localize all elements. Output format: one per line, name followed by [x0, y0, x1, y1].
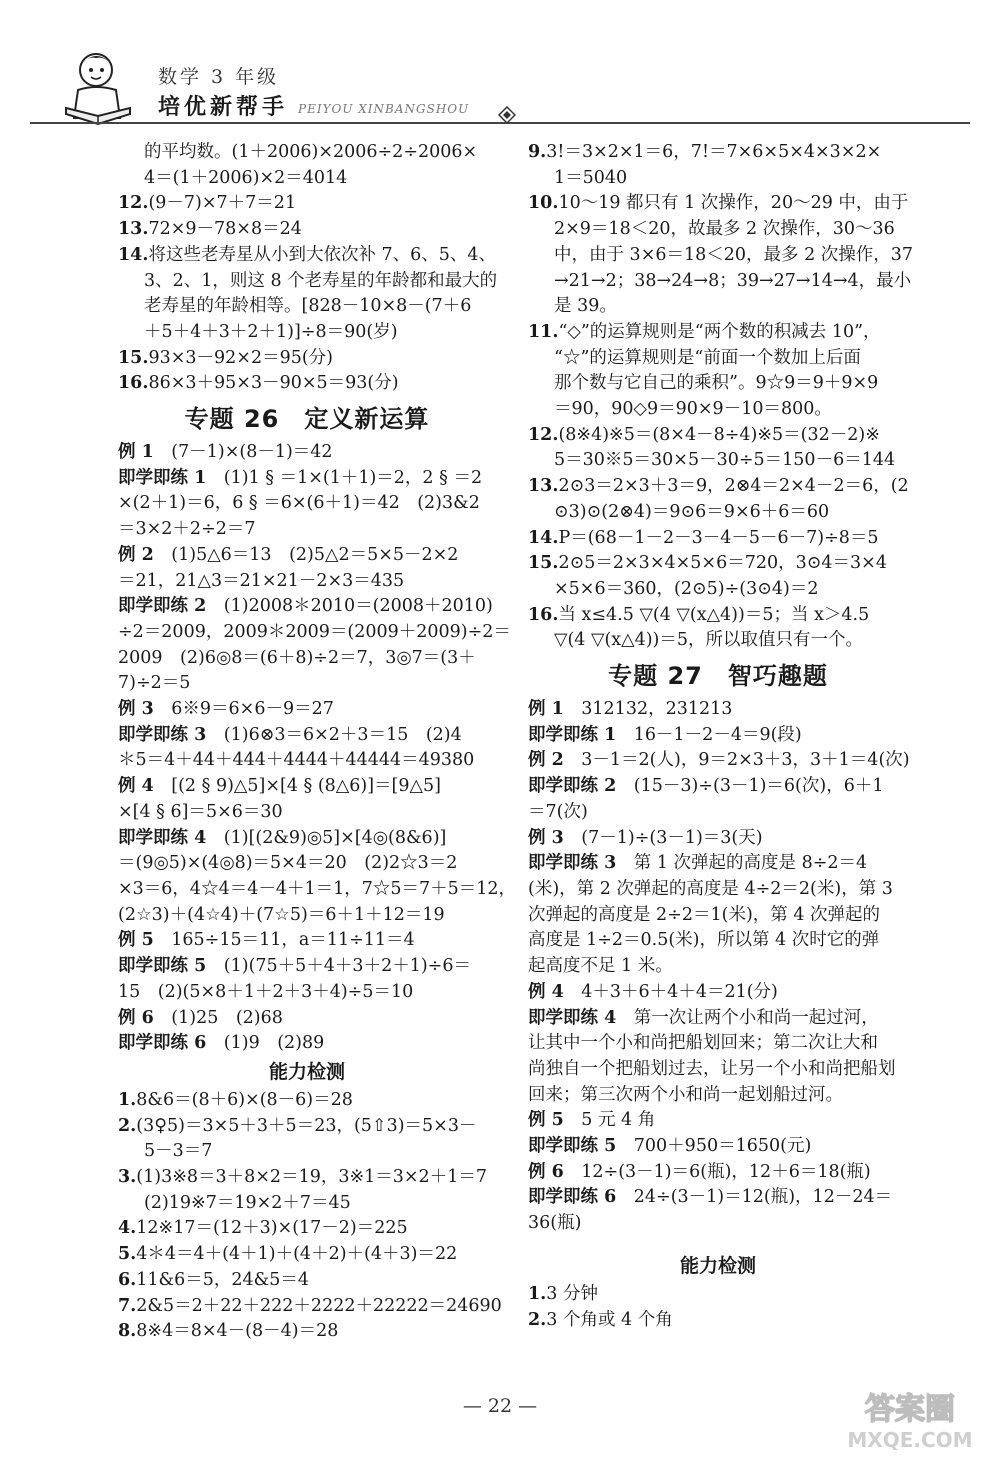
text-line: 次弹起的高度是 2÷2＝1(米)，第 4 次弹起的 [528, 904, 881, 925]
practice-item: 即学即练 6 (1)9 (2)89 [118, 1033, 325, 1054]
text-line: 是 39。 [554, 296, 617, 317]
text-line: 高度是 1÷2＝0.5(米)，所以第 4 次时它的弹 [528, 930, 880, 951]
example-item: 例 4 4＋3＋6＋4＋4＝21(分) [528, 981, 778, 1002]
text-line: ×3＝6，4☆4＝4－4＋1＝1，7☆5＝7＋5＝12， [118, 878, 517, 899]
practice-item: 即学即练 4 第一次让两个小和尚一起过河， [528, 1007, 879, 1028]
practice-item: 即学即练 4 (1)[(2&9)◎5]×[4◎(8&6)] [118, 827, 447, 848]
answer-item: 15.2⊙5＝2×3×4×5×6＝720，3⊙4＝3×4 [528, 553, 887, 574]
practice-item: 即学即练 3 第 1 次弹起的高度是 8÷2＝4 [528, 853, 868, 874]
answer-item: 14.将这些老寿星从小到大依次补 7、6、5、4、 [118, 244, 497, 265]
answer-item: 13.2⊙3＝2×3＋3＝9，2⊗4＝2×4－2＝6，(2 [528, 476, 909, 497]
text-line: 1＝5040 [554, 167, 628, 188]
example-item: 例 1 (7－1)×(8－1)＝42 [118, 442, 333, 463]
example-item: 例 3 (7－1)÷(3－1)＝3(天) [528, 827, 763, 848]
text-line: “☆”的运算规则是“前面一个数加上后面 [554, 347, 861, 368]
text-line: 让其中一个小和尚把船划回来；第二次让大和 [528, 1033, 878, 1054]
example-item: 例 2 (1)5△6＝13 (2)5△2＝5×5－2×2 [118, 544, 459, 565]
text-line: ⊙3)⊙(2⊗4)＝9⊙6＝9×6＋6＝60 [554, 501, 830, 522]
text-line: ＊5＝4＋44＋444＋4444＋44444＝49380 [118, 750, 475, 771]
brand-pinyin: PEIYOU XINBANGSHOU [298, 102, 470, 116]
text-line: 36(瓶) [528, 1213, 582, 1234]
text-line: ＋5＋4＋3＋2＋1)]÷8＝90(岁) [144, 321, 398, 342]
answer-item: 6.11&6＝5，24&5＝4 [118, 1269, 310, 1290]
text-line: ÷2＝2009，2009＊2009＝(2009＋2009)÷2＝ [118, 621, 511, 642]
text-line: 2×9＝18＜20，故最多 2 次操作，30～36 [554, 219, 895, 240]
practice-item: 即学即练 5 (1)(75＋5＋4＋3＋2＋1)÷6＝ [118, 956, 471, 977]
text-line: ＝7(次) [528, 801, 588, 822]
text-line: 尚独自一个把船划过去，让另一个小和尚把船划 [528, 1058, 896, 1079]
watermark-url: MXQE.COM [847, 1428, 973, 1452]
text-line: 老寿星的年龄相等。[828－10×8－(7＋6 [144, 296, 472, 317]
right-column [528, 140, 914, 1333]
answer-item: 5.4＊4＝4＋(4＋1)＋(4＋2)＋(4＋3)＝22 [118, 1244, 458, 1265]
subject-grade: 数学 3 年级 [158, 66, 280, 88]
text-line: ×[4 § 6]＝5×6＝30 [118, 801, 283, 822]
section-heading-27: 专题 27 智巧趣题 [608, 662, 828, 691]
text-line: ＝3×2＋2÷2＝7 [118, 519, 256, 540]
practice-item: 即学即练 2 (15－3)÷(3－1)＝6(次)，6＋1 [528, 776, 884, 797]
example-item: 例 5 5 元 4 角 [528, 1110, 656, 1131]
text-line: ×5×6＝360，(2⊙5)÷(3⊙4)＝2 [554, 578, 819, 599]
practice-item: 即学即练 1 16－1－2－4＝9(段) [528, 724, 802, 745]
answer-item: 12.(9－7)×7＋7＝21 [118, 193, 297, 214]
answer-item: 1.3 分钟 [528, 1283, 598, 1304]
answer-item: 7.2&5＝2＋22＋222＋2222＋22222＝24690 [118, 1295, 502, 1316]
text-line: 4＝(1＋2006)×2＝4014 [144, 167, 348, 188]
left-column [118, 140, 517, 1345]
practice-item: 即学即练 3 (1)6⊗3＝6×2＋3＝15 (2)4 [118, 724, 462, 745]
answer-item: 11.“◇”的运算规则是“两个数的积减去 10”， [528, 321, 881, 342]
example-item: 例 6 (1)25 (2)68 [118, 1007, 283, 1028]
answer-item: 13.72×9－78×8＝24 [118, 219, 302, 240]
answer-item: 1.8&6＝(8＋6)×(8－6)＝28 [118, 1089, 353, 1110]
answer-item: 16.当 x≤4.5 ▽(4 ▽(x△4))＝5；当 x＞4.5 [528, 604, 870, 625]
answer-item: 2.(3♀5)＝3×5＋3＋5＝23，(5⇧3)＝5×3－ [118, 1115, 477, 1136]
practice-item: 即学即练 1 (1)1 § ＝1×(1＋1)＝2，2 § ＝2 [118, 467, 483, 488]
watermark-logo [835, 1385, 985, 1455]
example-item: 例 3 6※9＝6×6－9＝27 [118, 699, 334, 720]
text-line: 3、2、1，则这 8 个老寿星的年龄都和最大的 [144, 270, 498, 291]
text-line: 5＝30※5＝30×5－30÷5＝150－6＝144 [554, 450, 896, 471]
text-line: (2)19※7＝19×2＋7＝45 [144, 1192, 351, 1213]
practice-item: 即学即练 6 24÷(3－1)＝12(瓶)，12－24＝ [528, 1187, 893, 1208]
text-line: 2009 (2)6◎8＝(6＋8)÷2＝7，3◎7＝(3＋ [118, 647, 476, 668]
text-line: 的平均数。(1＋2006)×2006÷2÷2006× [144, 142, 478, 162]
answer-item: 12.(8※4)※5＝(8×4－8÷4)※5＝(32－2)※ [528, 424, 880, 445]
text-line: 7)÷2＝5 [118, 673, 191, 694]
answer-item: 3.(1)3※8＝3＋8×2＝19，3※1＝3×2＋1＝7 [118, 1167, 487, 1188]
answer-item: 16.86×3＋95×3－90×5＝93(分) [118, 373, 399, 394]
answer-item: 10.10～19 都只有 1 次操作，20～29 中，由于 [528, 193, 909, 214]
example-item: 例 5 165÷15＝11，a＝11÷11＝4 [118, 930, 415, 951]
page-number: — 22 — [462, 1395, 538, 1417]
answer-item: 4.12※17＝(12＋3)×(17－2)＝225 [118, 1218, 408, 1239]
example-item: 例 2 3－1＝2(人)，9＝2×3＋3，3＋1＝4(次) [528, 750, 910, 771]
text-line: 中，由于 3×6＝18＜20，最多 2 次操作，37 [554, 244, 914, 265]
watermark-title: 答案圈 [865, 1392, 955, 1427]
text-line: 起高度不足 1 米。 [528, 956, 673, 977]
ability-test-heading: 能力检测 [679, 1254, 756, 1277]
answer-item: 9.3!＝3×2×1＝6，7!＝7×6×5×4×3×2× [528, 142, 882, 162]
page-header [30, 40, 970, 130]
text-line: →21→2；38→24→8；39→27→14→4，最小 [554, 270, 912, 291]
example-item: 例 1 312132，231213 [528, 699, 733, 720]
text-line: ＝(9◎5)×(4◎8)＝5×4＝20 (2)2☆3＝2 [118, 853, 458, 874]
text-line: 5－3＝7 [144, 1141, 213, 1162]
mascot-reader-icon [58, 46, 138, 130]
text-line: ×(2＋1)＝6，6 § ＝6×(6＋1)＝42 (2)3&2 [118, 493, 480, 514]
example-item: 例 4 [(2 § 9)△5]×[4 § (8△6)]＝[9△5] [118, 776, 441, 797]
text-line: (2☆3)＋(4☆4)＋(7☆5)＝6＋1＋12＝19 [118, 904, 445, 925]
text-line: 15 (2)(5×8＋1＋2＋3＋4)÷5＝10 [118, 981, 414, 1002]
text-line: ▽(4 ▽(x△4))＝5，所以取值只有一个。 [554, 630, 864, 651]
practice-item: 即学即练 5 700＋950＝1650(元) [528, 1136, 812, 1157]
answer-item: 8.8※4＝8×4－(8－4)＝28 [118, 1321, 339, 1342]
example-item: 例 6 12÷(3－1)＝6(瓶)，12＋6＝18(瓶) [528, 1161, 871, 1182]
diamond-ornament-icon [498, 106, 516, 124]
practice-item: 即学即练 2 (1)2008＊2010＝(2008＋2010) [118, 596, 493, 617]
answer-item: 2.3 个角或 4 个角 [528, 1309, 673, 1330]
text-line: (米)，第 2 次弹起的高度是 4÷2＝2(米)，第 3 [528, 878, 893, 899]
text-line: 那个数与它自己的乘积”。9☆9＝9＋9×9 [554, 373, 879, 394]
ability-test-heading: 能力检测 [268, 1060, 345, 1083]
answer-item: 14.P＝(68－1－2－3－4－5－6－7)÷8＝5 [528, 527, 879, 548]
answer-item: 15.93×3－92×2＝95(分) [118, 347, 334, 368]
text-line: ＝21，21△3＝21×21－2×3＝435 [118, 570, 405, 591]
book-brand: 培优新帮手 [158, 94, 289, 120]
text-line: ＝90，90◇9＝90×9－10＝800。 [554, 399, 832, 420]
section-heading-26: 专题 26 定义新运算 [184, 405, 430, 434]
text-line: 回来；第三次两个小和尚一起划船过河。 [528, 1084, 843, 1105]
